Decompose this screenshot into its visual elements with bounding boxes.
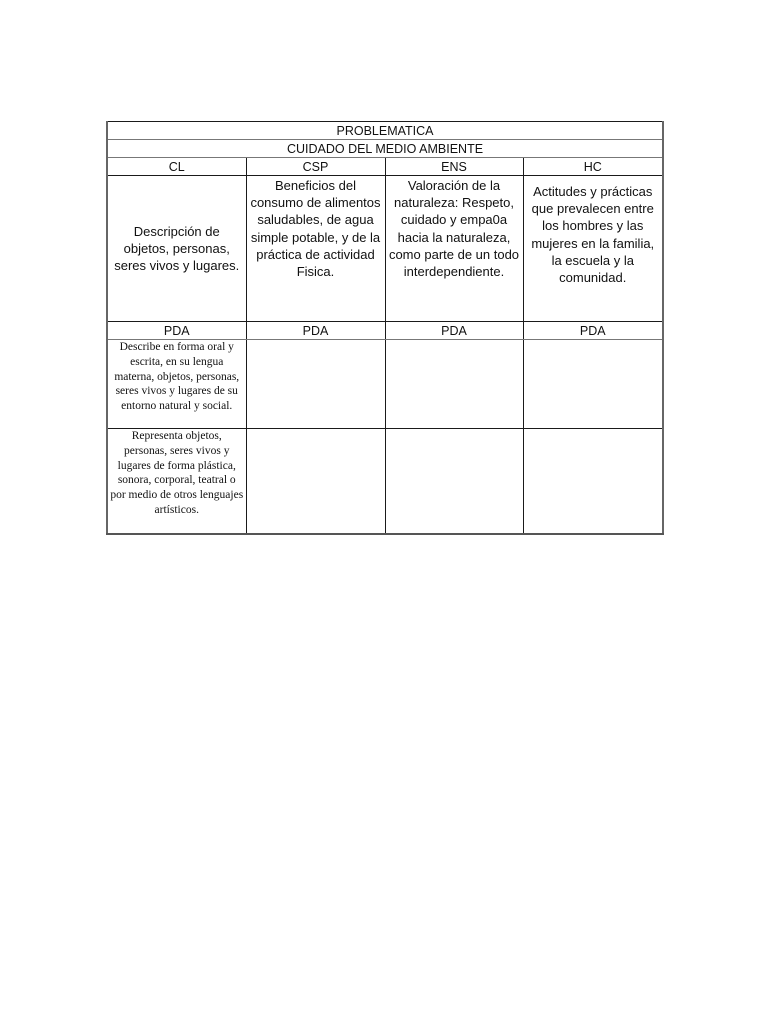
pda-header-ens: PDA — [385, 322, 523, 340]
title-row — [107, 122, 663, 140]
column-header-csp: CSP — [246, 158, 385, 176]
pda-header-hc: PDA — [523, 322, 663, 340]
pda-cell-cl: Describe en forma oral y escrita, en su lengua materna, objetos, personas, seres vivos y lugares de su entorno natural y social. — [107, 340, 246, 429]
pda-row — [107, 429, 663, 535]
column-header-row — [107, 158, 663, 176]
description-csp: Beneficios del consumo de alimentos saludables, de agua simple potable, y de la práctica de actividad Fisica. — [246, 176, 385, 322]
pda-cell-csp — [246, 429, 385, 535]
pda-header-csp: PDA — [246, 322, 385, 340]
pda-cell-csp — [246, 340, 385, 429]
pda-cell-ens — [385, 340, 523, 429]
pda-cell-hc — [523, 429, 663, 535]
description-ens: Valoración de la naturaleza: Respeto, cuidado y empa0a hacia la naturaleza, como parte de un todo interdependiente. — [385, 176, 523, 322]
pda-cell-ens — [385, 429, 523, 535]
problematica-table — [106, 121, 664, 535]
description-hc: Actitudes y prácticas que prevalecen entre los hombres y las mujeres en la familia, la escuela y la comunidad. — [523, 176, 663, 322]
pda-header-cl: PDA — [107, 322, 246, 340]
subtitle-row — [107, 140, 663, 158]
table-subtitle: CUIDADO DEL MEDIO AMBIENTE — [107, 140, 663, 158]
pda-row — [107, 340, 663, 429]
column-header-ens: ENS — [385, 158, 523, 176]
description-cl: Descripción de objetos, personas, seres vivos y lugares. — [107, 176, 246, 322]
table-title: PROBLEMATICA — [107, 122, 663, 140]
description-row — [107, 176, 663, 322]
pda-cell-hc — [523, 340, 663, 429]
pda-cell-cl: Representa objetos, personas, seres vivos y lugares de forma plástica, sonora, corporal, teatral o por medio de otros lenguajes artísticos. — [107, 429, 246, 535]
pda-header-row — [107, 322, 663, 340]
column-header-hc: HC — [523, 158, 663, 176]
column-header-cl: CL — [107, 158, 246, 176]
